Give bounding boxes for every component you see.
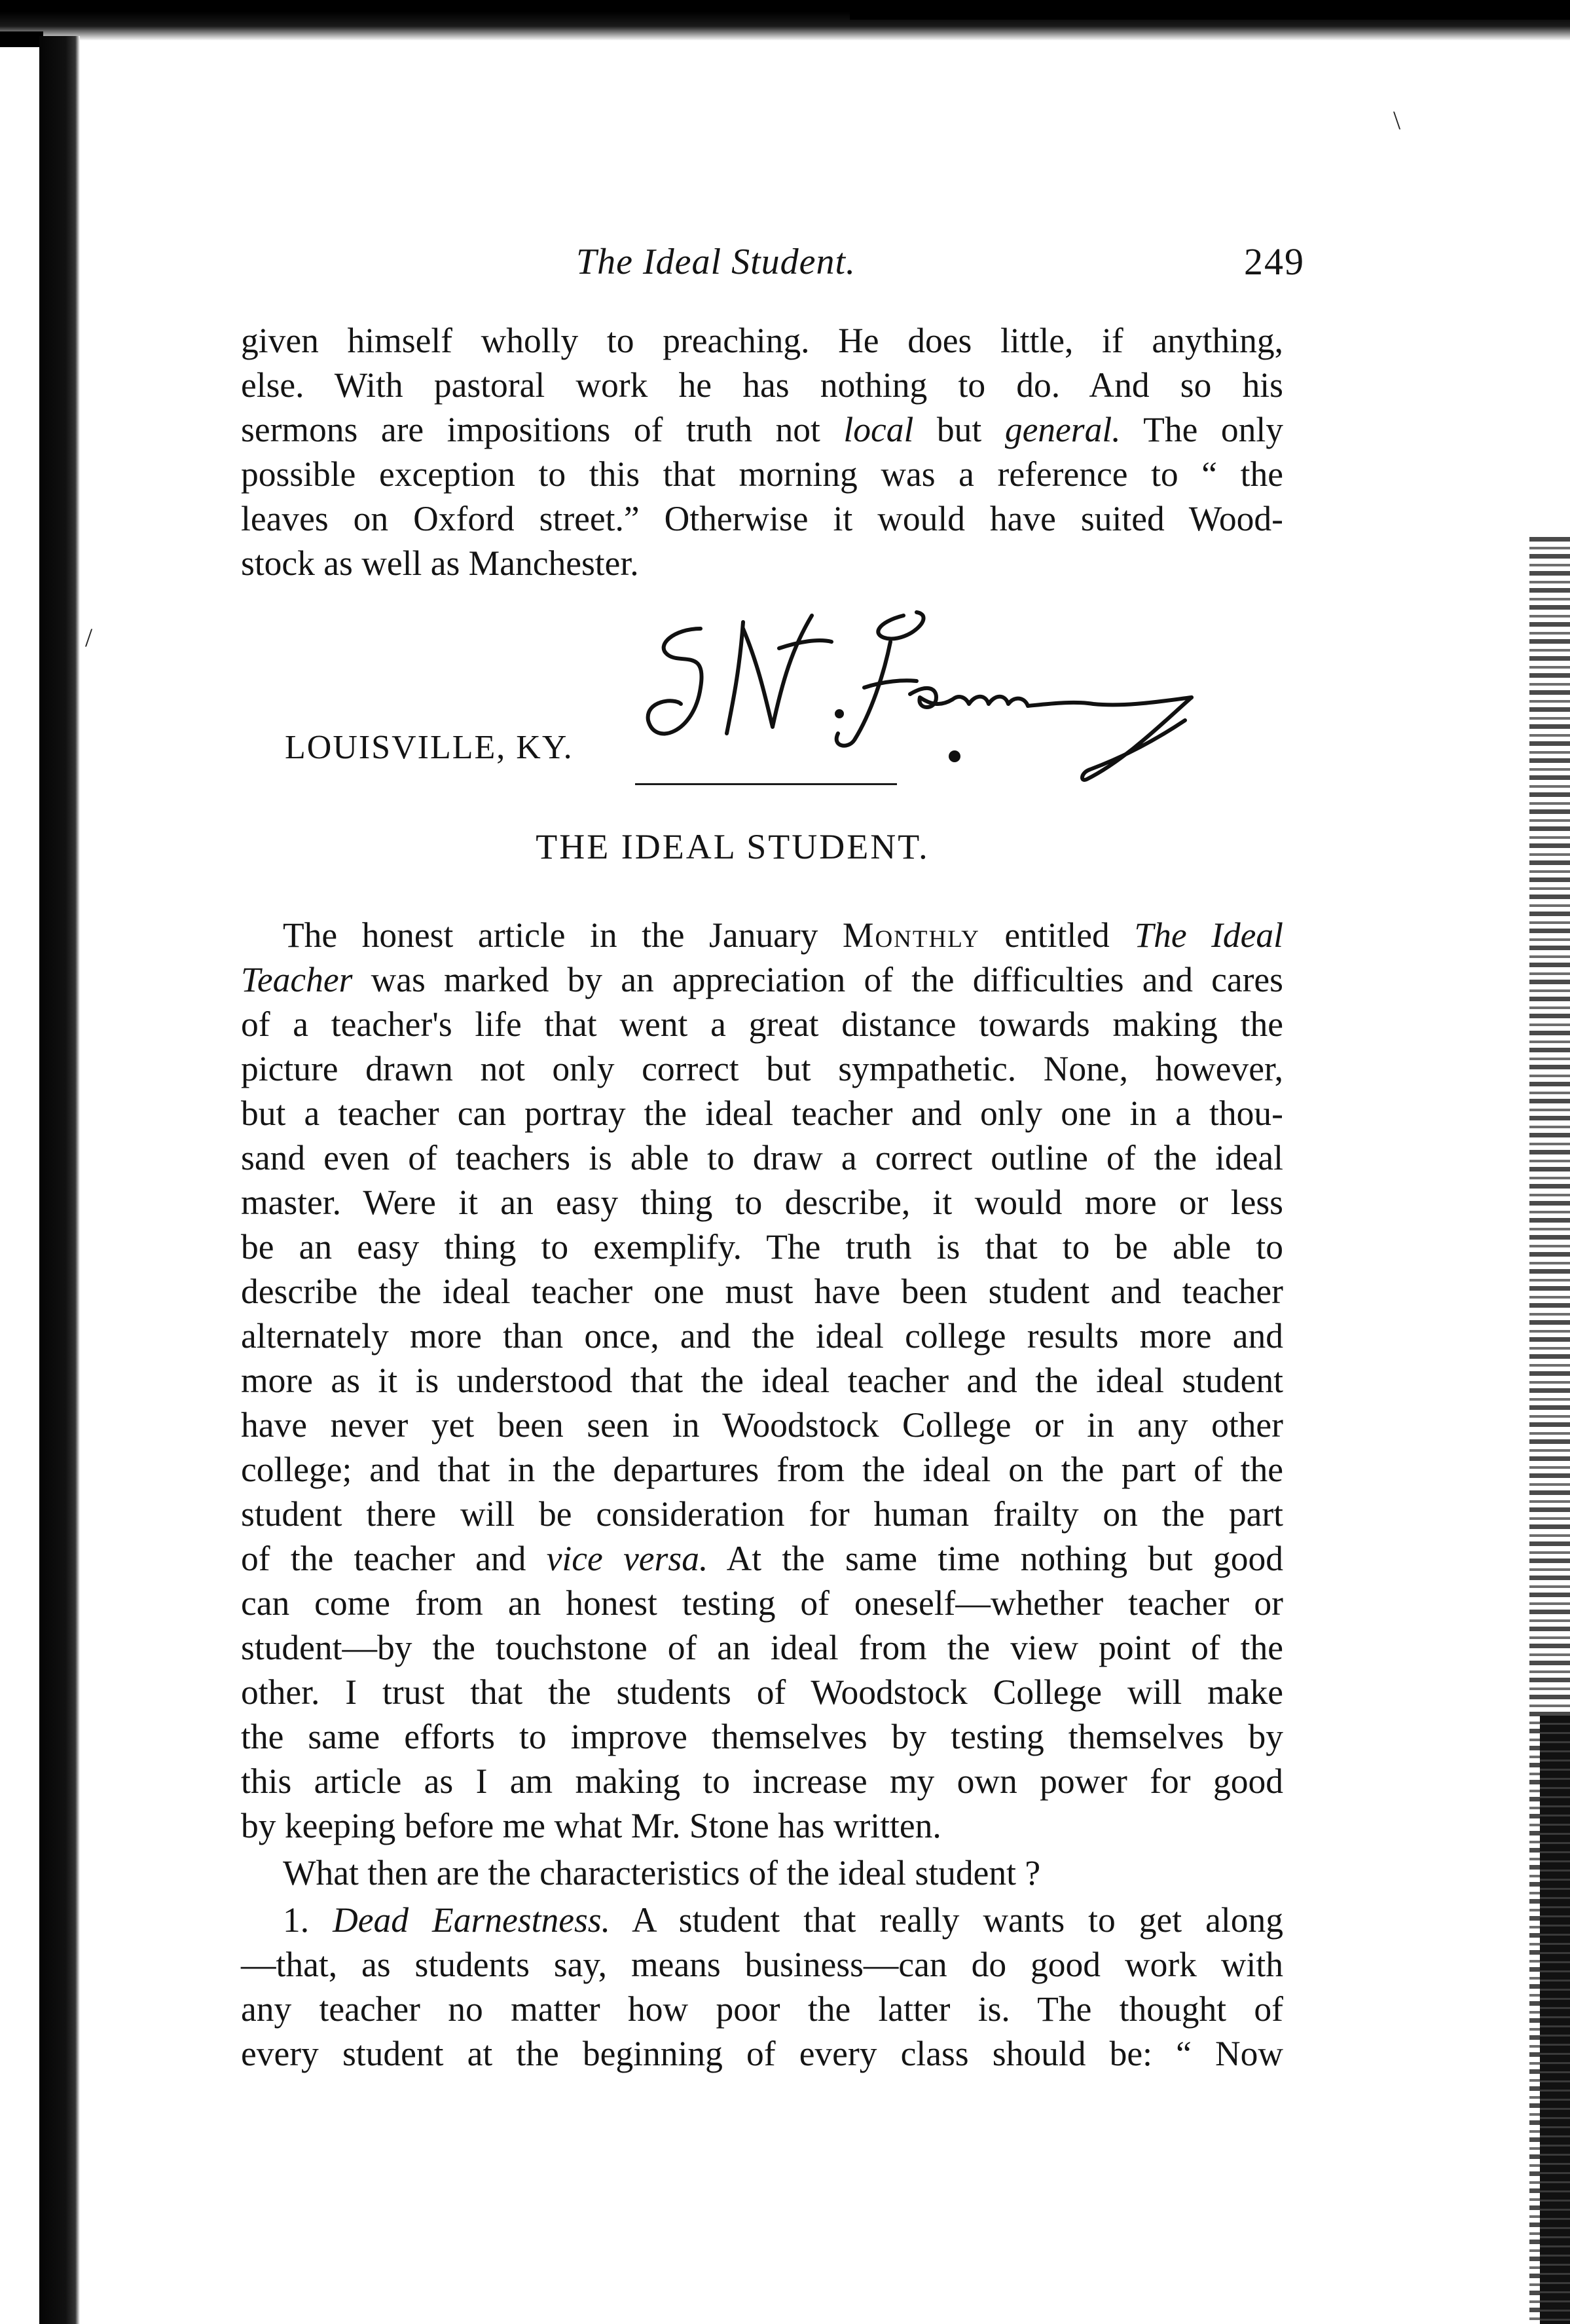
handwritten-signature: [629, 589, 1270, 799]
text-line: can come from an honest testing of oneself—whether teacher or: [241, 1583, 1283, 1623]
scan-top-shadow: [850, 0, 1570, 20]
text-line: this article as I am making to increase my own power for good: [241, 1761, 1283, 1801]
ink-dot: [949, 750, 960, 762]
text-line: every student at the beginning of every class should be: “ Now: [241, 2034, 1283, 2073]
text-line: be an easy thing to exemplify. The truth is that to be able to: [241, 1227, 1283, 1266]
scan-right-edge-shadow: [1540, 1716, 1570, 2324]
text-line: by keeping before me what Mr. Stone has written.: [241, 1806, 941, 1845]
text-line: any teacher no matter how poor the latter is. The thought of: [241, 1989, 1283, 2029]
text-line: other. I trust that the students of Woodstock College will make: [241, 1672, 1283, 1712]
scan-corner-shadow: [0, 31, 43, 47]
italic-word: general.: [1004, 410, 1121, 449]
text-line: student there will be consideration for human frailty on the part: [241, 1494, 1283, 1534]
text-line: picture drawn not only correct but sympathetic. None, however,: [241, 1049, 1283, 1088]
italic-word: local: [843, 410, 914, 449]
section-divider: [635, 783, 897, 785]
text-line: describe the ideal teacher one must have been student and teacher: [241, 1272, 1283, 1311]
text-line: else. With pastoral work he has nothing to do. And so his: [241, 365, 1283, 405]
text-line: of a teacher's life that went a great distance towards making the: [241, 1005, 1283, 1044]
text-line: the same efforts to improve themselves by testing themselves by: [241, 1717, 1283, 1756]
text-line: sermons are impositions of truth not local but general. The only: [241, 410, 1283, 449]
scan-speck: \: [1393, 105, 1401, 135]
text-line: leaves on Oxford street.” Otherwise it would have suited Wood-: [241, 499, 1283, 538]
text-line: more as it is understood that the ideal teacher and the ideal student: [241, 1361, 1283, 1400]
text-line: stock as well as Manchester.: [241, 544, 639, 583]
text-line: given himself wholly to preaching. He does little, if anything,: [241, 321, 1283, 360]
signoff-place: LOUISVILLE, KY.: [285, 729, 574, 766]
text-line: possible exception to this that morning was a reference to “ the: [241, 454, 1283, 494]
page-number: 249: [1244, 240, 1305, 283]
text-line: student—by the touchstone of an ideal from the view point of the: [241, 1628, 1283, 1667]
text-line: but a teacher can portray the ideal teacher and only one in a thou-: [241, 1094, 1283, 1133]
running-head-title: The Ideal Student.: [576, 242, 856, 282]
text-line: The honest article in the January Monthly entitled The Ideal: [283, 915, 1283, 955]
text-line: alternately more than once, and the ideal college results more and: [241, 1316, 1283, 1356]
text-line: have never yet been seen in Woodstock College or in any other: [241, 1405, 1283, 1445]
scan-speck: /: [85, 623, 93, 652]
text-line: —that, as students say, means business—can do good work with: [241, 1945, 1283, 1984]
text-line: college; and that in the departures from the ideal on the part of the: [241, 1450, 1283, 1489]
text-line: sand even of teachers is able to draw a correct outline of the ideal: [241, 1138, 1283, 1177]
text-line: What then are the characteristics of the ideal student ?: [283, 1853, 1041, 1892]
text-line: master. Were it an easy thing to describe, it would more or less: [241, 1183, 1283, 1222]
section-heading: THE IDEAL STUDENT.: [536, 827, 930, 866]
scan-left-binding-shadow: [39, 36, 80, 2324]
text-line: 1. Dead Earnestness. A student that really wants to get along: [283, 1900, 1284, 1940]
text-line: of the teacher and vice versa. At the same time nothing but good: [241, 1539, 1284, 1578]
text-line: Teacher was marked by an appreciation of the difficulties and cares: [241, 960, 1283, 999]
